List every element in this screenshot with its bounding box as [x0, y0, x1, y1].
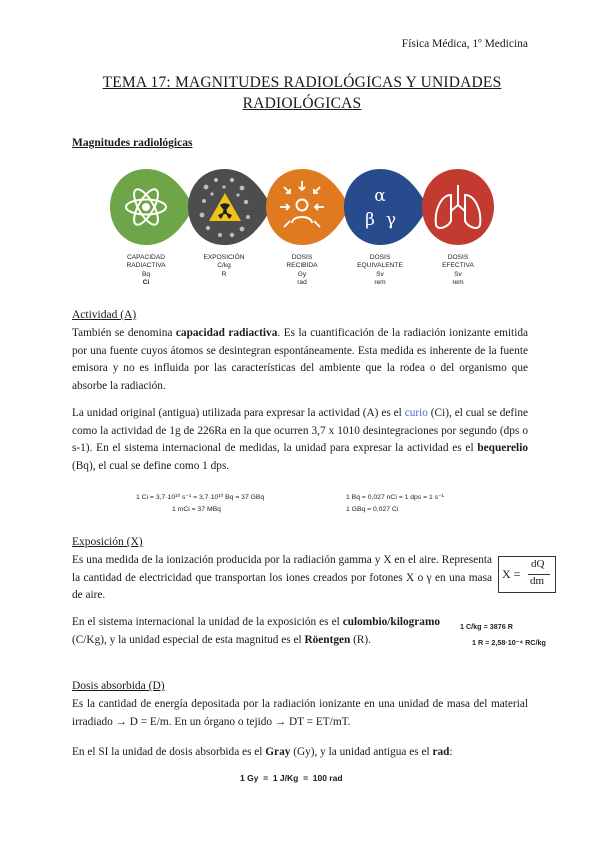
icon-shape-4 [344, 169, 428, 245]
exposicion-paragraph-1: Es una medida de la ionización producida por la radiación gamma y X en el aire. Representa la cantidad de electricidad que transportan los iones creados por fotones X o γ en una masa de aire. [72, 554, 492, 601]
dosis-heading: Dosis absorbida (D) [72, 680, 165, 692]
actividad-heading: Actividad (A) [72, 309, 137, 321]
formula-bq: 1 Bq = 0,027 nCi = 1 dps = 1 s⁻¹ [346, 494, 444, 501]
caption-exposicion: EXPOSICIÓN C/kg R [203, 254, 245, 278]
formula-mci: 1 mCi = 37 MBq [172, 506, 221, 513]
radiological-magnitudes-graphic [108, 165, 496, 249]
caption-capacidad-radiactiva: CAPACIDAD RADIACTIVA Bq Ci [126, 254, 166, 286]
dosis-paragraph-1: Es la cantidad de energía depositada por la radiación ionizante en una unidad de masa del material irradiado → D = E/m. En un órgano o tejido → DT = ET/mT. [72, 698, 528, 728]
actividad-paragraph-1: También se denomina capacidad radiactiva. Es la cuantificación de la radiación ionizante emitida por una fuente cuyos átomos se desintegran espontáneamente. Esta medida es inherente de la fuente emisora y no es influida por las características del ambiente que la rodea o del organismo que absorbe la radiación. [72, 327, 528, 392]
dosis-paragraph-2: En el SI la unidad de dosis absorbida es el Gray (Gy), y la unidad antigua es el rad: [72, 746, 453, 758]
caption-dosis-equivalente: DOSIS EQUIVALENTE Sv rem [357, 254, 403, 286]
page-title: TEMA 17: MAGNITUDES RADIOLÓGICAS Y UNIDADES RADIOLÓGICAS [102, 74, 502, 112]
icon-shape-5 [422, 169, 494, 245]
svg-text:β: β [365, 210, 375, 230]
exposure-formula-box: X = dQ dm [498, 556, 556, 593]
svg-text:γ: γ [385, 210, 397, 230]
caption-dosis-recibida: DOSIS RECIBIDA Gy rad [286, 254, 318, 286]
formula-r: 1 R = 2,58·10⁻⁴ RC/kg [472, 638, 546, 647]
curio-link[interactable]: curio [404, 407, 428, 419]
header-note: Física Médica, 1º Medicina [401, 38, 528, 50]
caption-dosis-efectiva: DOSIS EFECTIVA Sv rem [442, 254, 474, 286]
icon-shape-1 [110, 169, 194, 245]
exposicion-heading: Exposición (X) [72, 536, 143, 548]
svg-text:α: α [374, 186, 386, 206]
formula-gbq: 1 GBq = 0,027 Ci [346, 506, 399, 513]
actividad-paragraph-2: La unidad original (antigua) utilizada para expresar la actividad (A) es el curio (Ci), el cual se define como la actividad de 1g de 226Ra en la que ocurren 3,7 x 1010 desintegraciones por segundo (dps o s-1). En el sistema internacional de medidas, la unidad para expresar la actividad es el bequerelio (Bq), el cual se define como 1 dps. [72, 407, 528, 472]
section-title: Magnitudes radiológicas [72, 137, 193, 149]
formula-ckg: 1 C/kg = 3876 R [460, 622, 513, 631]
exposicion-paragraph-2: En el sistema internacional la unidad de la exposición es el culombio/kilogramo (C/Kg), y la unidad especial de esta magnitud es el Röentgen (R). [72, 616, 440, 646]
formula-gray: 1 Gy = 1 J/Kg = 100 rad [240, 773, 343, 783]
formula-ci: 1 Ci = 3,7·10¹⁰ s⁻¹ = 3,7·10¹⁰ Bq = 37 GBq [136, 494, 265, 501]
